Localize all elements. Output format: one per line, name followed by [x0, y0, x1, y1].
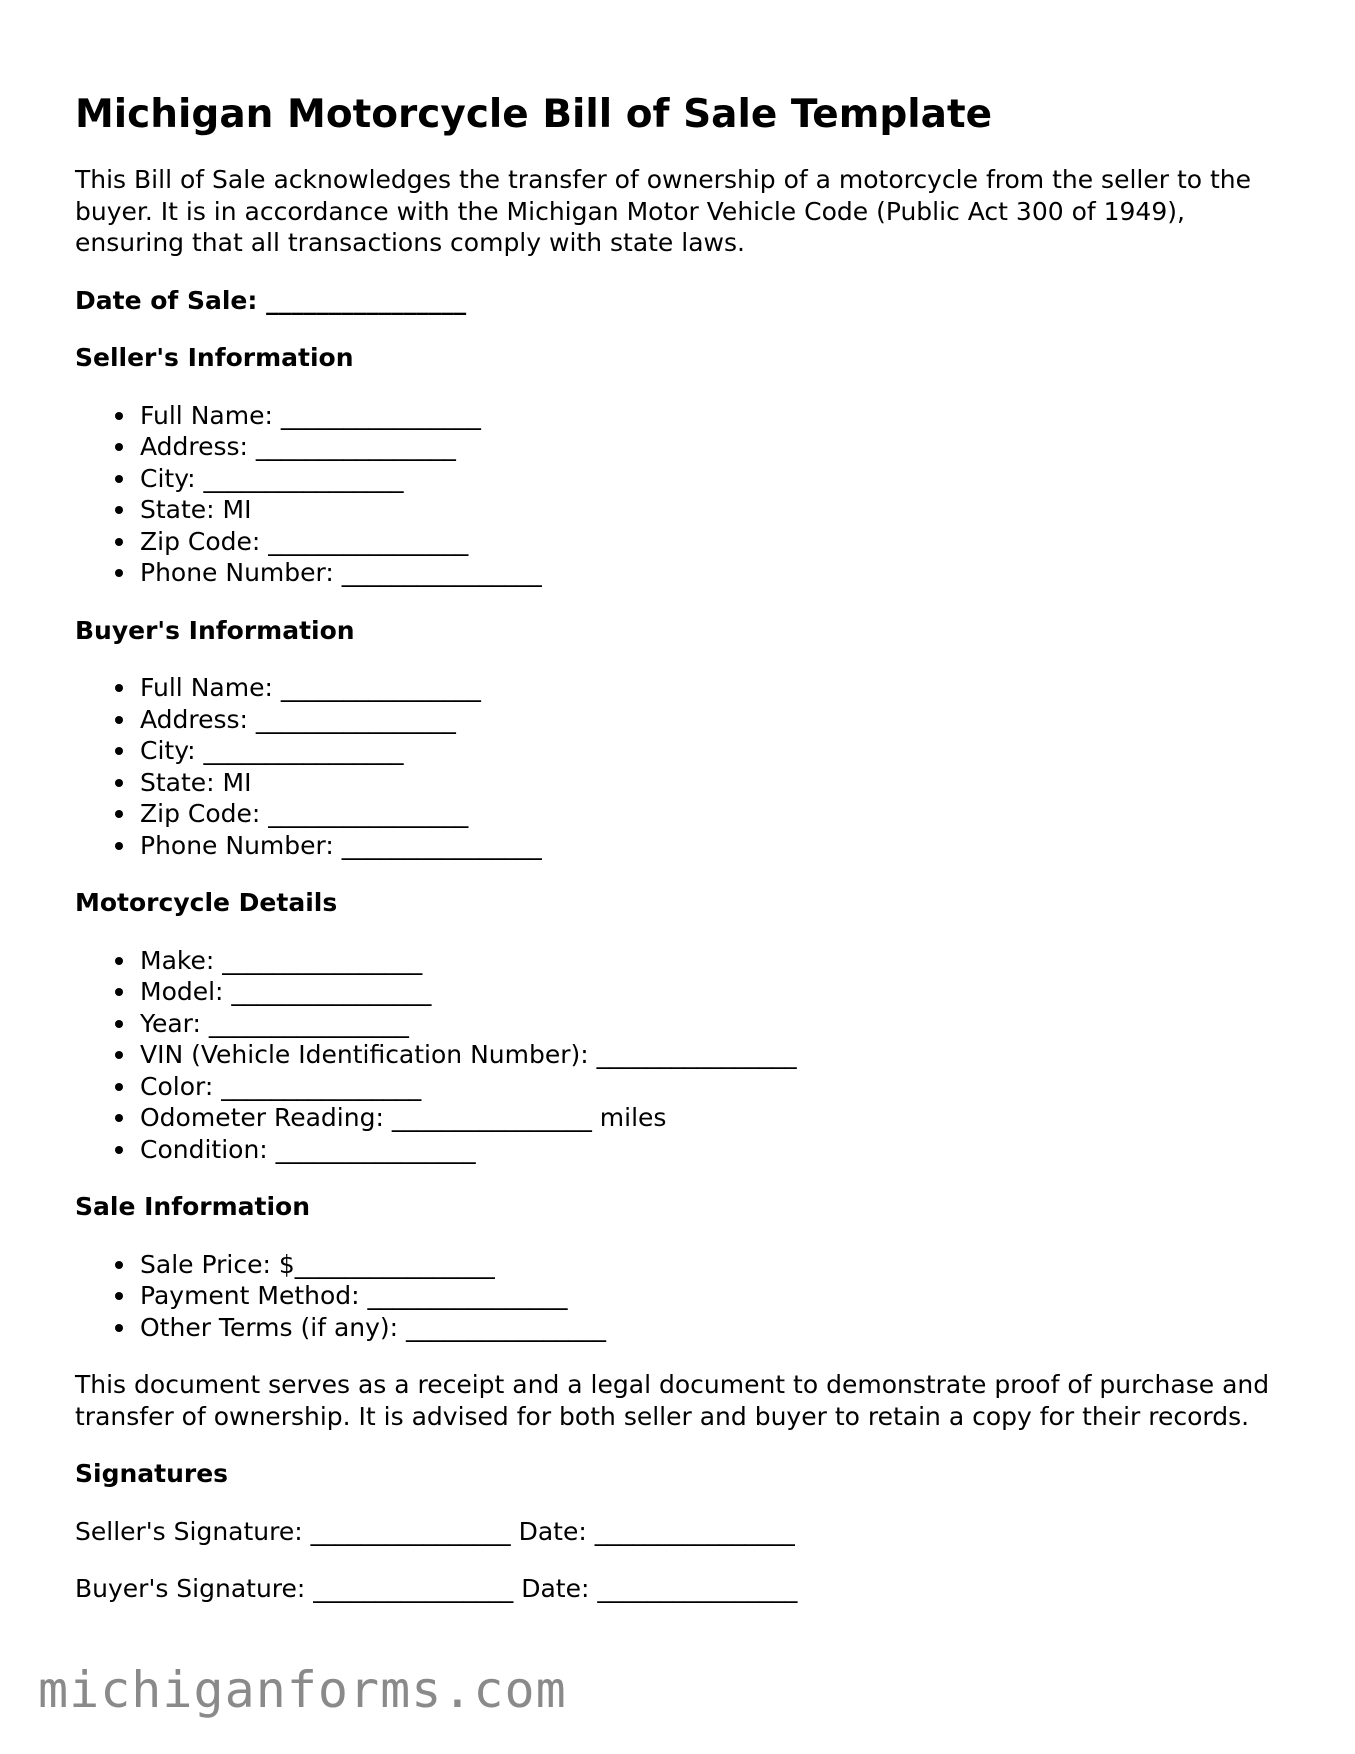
buyer-address: Address: ________________: [140, 704, 1275, 736]
seller-zip: Zip Code: ________________: [140, 526, 1275, 558]
motorcycle-make: Make: ________________: [140, 945, 1275, 977]
motorcycle-model: Model: ________________: [140, 976, 1275, 1008]
motorcycle-condition: Condition: ________________: [140, 1134, 1275, 1166]
sale-other-terms: Other Terms (if any): ________________: [140, 1312, 1275, 1344]
sale-heading: Sale Information: [75, 1192, 310, 1221]
motorcycle-vin: VIN (Vehicle Identification Number): ________________: [140, 1039, 1275, 1071]
seller-full-name: Full Name: ________________: [140, 400, 1275, 432]
motorcycle-color: Color: ________________: [140, 1071, 1275, 1103]
watermark: michiganforms.com: [38, 1661, 567, 1719]
seller-city: City: ________________: [140, 463, 1275, 495]
buyer-phone: Phone Number: ________________: [140, 830, 1275, 862]
buyer-zip: Zip Code: ________________: [140, 798, 1275, 830]
signatures-heading: Signatures: [75, 1459, 229, 1488]
document-page: [75, 88, 1275, 1631]
seller-signature-line: Seller's Signature: ________________ Date: ________________: [75, 1516, 795, 1546]
buyer-city: City: ________________: [140, 735, 1275, 767]
buyer-list: [75, 672, 1275, 861]
sale-price: Sale Price: $________________: [140, 1249, 1275, 1281]
buyer-heading: Buyer's Information: [75, 615, 355, 645]
motorcycle-odometer: Odometer Reading: ________________ miles: [140, 1102, 1275, 1134]
intro-paragraph: This Bill of Sale acknowledges the transfer of ownership of a motorcycle from the seller to the buyer. It is in accordance with the Michigan Motor Vehicle Code (Public Act 300 of 1949), ensuring that all transactions comply with state laws.: [75, 165, 1252, 257]
seller-state: State: MI: [140, 494, 1275, 526]
buyer-state: State: MI: [140, 767, 1275, 799]
buyer-signature-line: Buyer's Signature: ________________ Date: ________________: [75, 1574, 798, 1603]
motorcycle-heading: Motorcycle Details: [75, 888, 338, 917]
seller-phone: Phone Number: ________________: [140, 557, 1275, 589]
seller-list: [75, 400, 1275, 589]
motorcycle-list: [75, 945, 1275, 1166]
motorcycle-year: Year: ________________: [140, 1008, 1275, 1040]
sale-payment-method: Payment Method: ________________: [140, 1280, 1275, 1312]
date-of-sale-field: Date of Sale: ________________: [75, 285, 467, 315]
sale-list: [75, 1249, 1275, 1344]
closing-paragraph: This document serves as a receipt and a legal document to demonstrate proof of purchase and transfer of ownership. It is advised for both seller and buyer to retain a copy for their records.: [75, 1370, 1270, 1431]
seller-heading: Seller's Information: [75, 343, 354, 372]
seller-address: Address: ________________: [140, 431, 1275, 463]
page-title: Michigan Motorcycle Bill of Sale Template: [75, 92, 993, 137]
buyer-full-name: Full Name: ________________: [140, 672, 1275, 704]
